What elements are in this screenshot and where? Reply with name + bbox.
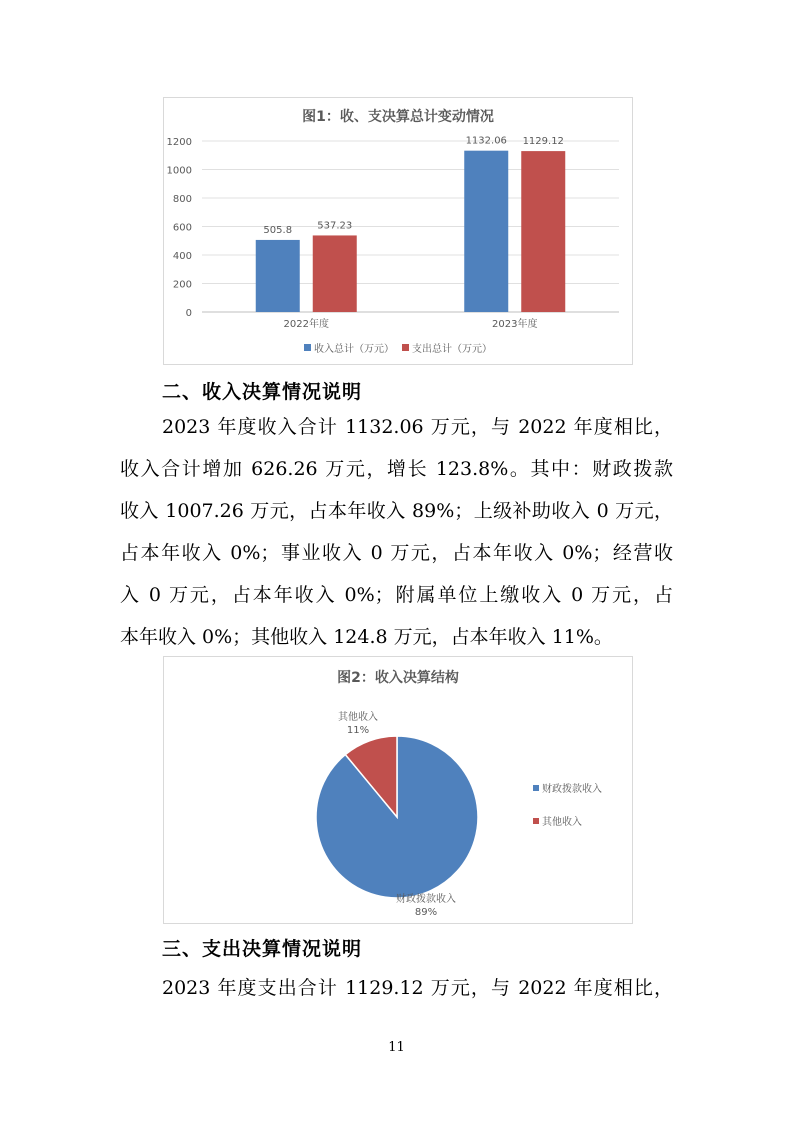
data-label: 1129.12 (522, 136, 564, 148)
legend-swatch (533, 785, 539, 791)
bar-chart-plot (164, 98, 632, 364)
slice-percent-label: 11% (346, 725, 370, 736)
y-tick-label: 200 (172, 279, 192, 291)
bar-income (256, 240, 300, 312)
bar-income (464, 151, 508, 312)
paragraph-line: 收入 1007.26 万元，占本年收入 89%；上级补助收入 0 万元， (120, 500, 673, 522)
y-tick-label: 400 (172, 251, 192, 262)
slice-percent-label: 89% (414, 907, 438, 918)
data-label: 505.8 (263, 224, 293, 236)
paragraph-line: 占本年收入 0%；事业收入 0 万元，占本年收入 0%；经营收 (120, 542, 673, 564)
paragraph-line: 收入合计增加 626.26 万元，增长 123.8%。其中：财政拨款 (120, 458, 673, 480)
y-tick-label: 800 (172, 194, 192, 205)
legend-swatch (402, 344, 409, 351)
legend-swatch (304, 344, 311, 351)
y-tick-label: 600 (172, 222, 192, 234)
y-tick-label: 1000 (166, 165, 192, 177)
bar-expense (521, 151, 565, 312)
x-tick-label: 2022年度 (283, 319, 329, 330)
chart-1 (163, 97, 633, 365)
legend-label: 收入总计（万元） (314, 344, 394, 355)
data-label: 1132.06 (465, 135, 507, 147)
x-tick-label: 2023年度 (492, 319, 538, 330)
paragraph-line: 本年收入 0%；其他收入 124.8 万元，占本年收入 11%。 (120, 626, 613, 648)
chart-1-title: 图1：收、支决算总计变动情况 (302, 109, 494, 125)
slice-name-label: 其他收入 (338, 712, 378, 723)
legend-label: 支出总计（万元） (412, 344, 492, 355)
legend-label: 其他收入 (542, 817, 582, 828)
paragraph-line: 2023 年度收入合计 1132.06 万元，与 2022 年度相比， (162, 416, 673, 438)
paragraph-line: 入 0 万元，占本年收入 0%；附属单位上缴收入 0 万元，占 (120, 584, 673, 606)
legend-swatch (533, 818, 539, 824)
bar-expense (313, 235, 357, 312)
chart-2-title: 图2：收入决算结构 (337, 670, 459, 686)
paragraph-line: 2023 年度支出合计 1129.12 万元，与 2022 年度相比， (162, 977, 673, 999)
section-3-heading: 三、支出决算情况说明 (162, 938, 363, 960)
y-tick-label: 0 (185, 308, 192, 319)
chart-2 (163, 656, 633, 924)
section-2-heading: 二、收入决算情况说明 (162, 381, 363, 403)
data-label: 537.23 (317, 220, 353, 232)
slice-name-label: 财政拨款收入 (396, 894, 456, 905)
page-number: 11 (388, 1040, 405, 1055)
y-tick-label: 1200 (166, 137, 192, 148)
legend-label: 财政拨款收入 (542, 784, 602, 795)
pie-chart-plot (164, 657, 632, 923)
